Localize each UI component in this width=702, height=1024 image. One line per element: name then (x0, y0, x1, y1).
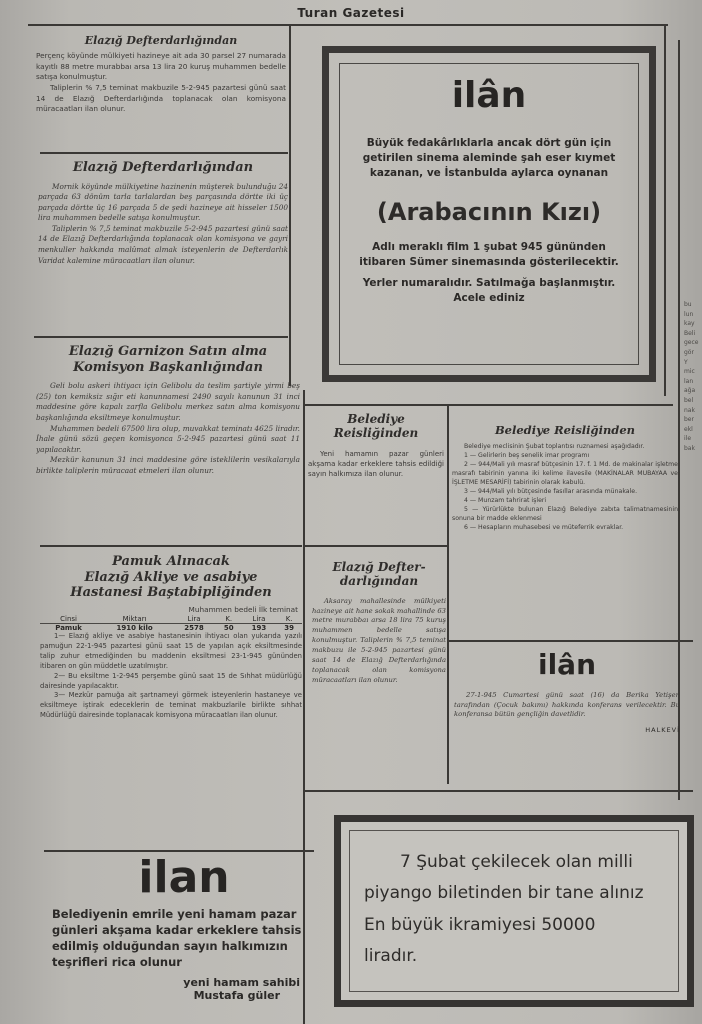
divider-7 (305, 545, 447, 547)
table-cell: 50 (223, 624, 234, 633)
fragment-word: bak (684, 444, 695, 452)
fragment-word: lan (684, 377, 694, 385)
column-rule-left (289, 26, 291, 386)
top-rule (28, 24, 668, 26)
table-row (40, 615, 302, 624)
ad-cinema-inner (339, 63, 639, 365)
table-cell: Lira (187, 615, 201, 624)
fragment-word: ağa (684, 387, 696, 395)
fragment-word: ekl (684, 425, 693, 433)
table-cell: Pamuk (55, 624, 82, 633)
ad-heading: ilân (451, 75, 527, 116)
table-cell: 193 (251, 624, 267, 633)
fragment-word: ile (684, 435, 692, 443)
ad-body: Taliplerin % 7,5 teminat makbuzile 5-2-945 pazartesi günü saat 14 de Elazığ Defterdarlığında toplanacak olan komisyona ve gayri menkuller hakkında malûmat almak isteyenlerin de Defterdarlık Varidat kalemine müracaatları ilan olunur. (38, 223, 288, 265)
ad-belediye-meclis (452, 424, 678, 638)
ad-title: Reisliğinden (333, 426, 419, 441)
ad-body: Büyük fedakârlıklarla ancak dört gün için getirilen sinema aleminde şah eser kıymet kazanan, ve İstanbulda aylarca oynanan (362, 137, 616, 180)
divider-5 (305, 404, 673, 406)
table-cell: K. (225, 615, 233, 624)
ad-body: Adlı meraklı film 1 şubat 945 gününden itibaren Sümer sinemasında gösterilecektir. (359, 240, 619, 268)
ad-body: Muhammen bedeli 67500 lira olup, muvakkat teminatı 4625 liradır. İhale günü sözü geçen komisyonca 5-2-945 pazartesi günü saat 11 yapılacaktır. (36, 423, 300, 454)
ad-yeni-hamam (52, 856, 316, 1024)
ad-belediye-hamam (308, 412, 444, 542)
ad-title: Belediye Reisliğinden (494, 424, 636, 437)
divider-6 (447, 404, 449, 784)
fragment-word: mic (684, 368, 695, 376)
table-cell: Cinsi (60, 615, 77, 624)
fragment-word: kay (684, 320, 695, 328)
list-item: 2 — 944/Mali yılı masraf bütçesinin 17. f. 1 Md. de makinalar işletme masrafı tabirinin yanına iki kelime ilavesile (MAKİNALAR MUBAYAA ve İŞLETME MESARİFİ) tabirinin olarak kabulü. (452, 460, 678, 486)
ad-body: Belediye meclisinin Şubat toplantısı ruznamesi aşağıdadır. (464, 442, 645, 450)
divider-2 (34, 336, 288, 338)
ad-title: Hastanesi Baştabipliğinden (70, 585, 272, 601)
table-cell: 39 (284, 624, 295, 633)
table-cell: Miktarı (122, 615, 147, 624)
fragment-word: bu (684, 301, 692, 308)
ad-defterdarlik-2 (38, 160, 288, 332)
divider-1 (40, 152, 288, 154)
list-item: 4 — Munzam tahrirat işleri (464, 496, 547, 504)
ad-body: Geli bolu askeri ihtiyacı için Gelibolu da teslim şartiyle yirmi beş (25) ton kemiksiz sığır eti kanunnamesi 2490 sayılı kanunun 31 inci maddesine göre kapalı zarfla Gelibolu merkez satın alma komisyonu başkanlığında eksiltmeye konulmuştur. (36, 381, 300, 422)
ad-body: Taliplerin % 7,5 teminat makbuzile 5-2-945 pazartesi günü saat 14 de Elazığ Defterdarlığında toplanacak olan komisyona müracaatları ilan olunur. (36, 82, 286, 114)
list-item: 5 — Yürürlükte bulunan Elazığ Belediye zabıta talimatnamesinin sonuna bir madde eklenmesi (452, 505, 678, 522)
ad-title: Elazığ Defterdarlığından (72, 160, 254, 175)
ad-heading: ilan (138, 856, 230, 903)
ad-body: Belediyenin emrile yeni hamam pazar günleri akşama kadar erkeklere tahsis edilmiş olduğundan sayın halkımızın teşrifleri rica olunur (52, 907, 302, 970)
masthead: Turan Gazetesi (297, 6, 405, 20)
table-cell: K. (285, 615, 293, 624)
fragment-word: ber (684, 416, 694, 424)
ad-title: Komisyon Başkanlığından (73, 359, 263, 375)
ad-body: 3— Mezkür pamuğa ait şartnameyi görmek isteyenlerin hastaneye ve eksiltmeye iştirak edeceklerin de teminat makbuzlarile birlikte sıhhat Müdürlüğü dairesinde toplanacak komisyona müracaatları ilan olunur. (40, 691, 302, 720)
fragment-word: lun (684, 310, 694, 318)
lottery-line: piyango biletinden bir tane alınız (364, 883, 644, 904)
column-rule-right (664, 26, 666, 396)
table-cell: 1910 kilo (116, 624, 153, 633)
film-title: (Arabacının Kızı) (376, 197, 602, 226)
divider-4 (44, 850, 314, 852)
list-item: 1 — Gelirlerin beş senelik imar programı (464, 451, 590, 459)
ad-cinema-box (322, 46, 656, 382)
ad-body: Aksaray mahallesinde mülkiyeti hazineye ait hane sokak mahallinde 63 metre murabbaı arsa 18 lira 75 kuruş muhammen bedelle satışa konulmuştur. Taliplerin % 7,5 teminat makbuzu ile 5-2-945 pazartesi günü saat 14 de Elazığ Defterdarlığında toplanacak olan komisyona müracaatları ilan olunur. (312, 596, 446, 684)
ad-title: Pamuk Alınacak (112, 554, 230, 569)
list-item: 6 — Hesapların muhasebesi ve müteferrik evraklar. (464, 523, 624, 531)
divider-9 (305, 790, 693, 792)
ad-signature: yeni hamam sahibi (183, 976, 300, 990)
lottery-line: En büyük ikramiyesi 50000 (364, 914, 596, 935)
table-cell: 2578 (184, 624, 204, 633)
ad-garnizon (36, 344, 300, 542)
fragment-word: Beli (684, 329, 696, 337)
list-item: 3 — 944/Mali yılı bütçesinde fasıllar arasında münakale. (464, 487, 638, 495)
lottery-line: 7 Şubat çekilecek olan milli (400, 852, 633, 872)
fragment-word: gece (684, 339, 699, 347)
ad-signature: HALKEVİ (645, 726, 680, 735)
ad-lottery-box (334, 815, 694, 1007)
ad-body: Mezkür kanunun 31 inci maddesine göre isteklilerin vesikalarıyla birlikte taliplerin müracaat etmeleri ilan olunur. (36, 455, 300, 475)
ad-title: Elazığ Defter- (332, 560, 426, 574)
ad-title: Elazığ Defterdarlığından (84, 34, 238, 47)
ad-body: 1— Elazığ akliye ve asabiye hastanesinin ihtiyacı olan yukarıda yazılı pamuğun 22-1-945 pazartesi günü saat 15 de yapılan açık eksiltmesinde talip zuhur etmediğinden bu maddenin eksiltmesi 23-1-945 gününden itibaren on gün müddetle uzatılmıştır. (40, 632, 302, 670)
lottery-line: liradır. (364, 946, 418, 967)
ad-title: Elazığ Garnizon Satın alma (68, 344, 268, 359)
fragment-word: bel (684, 396, 694, 404)
ad-heading: ilân (537, 650, 597, 681)
divider-3 (40, 545, 302, 547)
cotton-table (40, 615, 302, 632)
ad-defterdarlik-3 (312, 560, 446, 786)
divider-8 (449, 640, 693, 642)
ad-defterdarlik-1 (36, 34, 286, 150)
ad-lottery-inner (349, 830, 679, 992)
fragment-word: nak (684, 406, 695, 414)
ad-title: Elazığ Akliye ve asabiye (84, 569, 258, 585)
ad-body: Yeni hamamın pazar günleri akşama kadar erkeklere tahsis edildiği sayın halkımıza ilan olunur. (308, 449, 444, 479)
ad-signature: Mustafa güler (193, 989, 280, 1003)
ad-body: Mornik köyünde mülkiyetine hazinenin müşterek bulunduğu 24 parçada 63 dönüm tarla tarlalardan beş parçasında dörtte iki üç parçada dörtte üç 16 parçada 5 de şedi hazineye ait hisseler 1500 lira muhammen bedelle satışa konulmuştur. (38, 181, 288, 223)
ad-body: Perçenç köyünde mülkiyeti hazineye ait ada 30 parsel 27 numarada kayıtlı 88 metre murabbaı arsa 13 lira 20 kuruş muhammen bedelle satışa konulmuştur. (36, 51, 286, 82)
ad-title: darlığından (339, 574, 419, 589)
ad-body: 27-1-945 Cumartesi günü saat (16) da Berika Yetişen tarafından (Çocuk bakımı) hakkında konferans verilecektir. Bu konferansa bütün gençliğin davetlidir. (454, 690, 680, 719)
ad-pamuk (40, 554, 302, 846)
ad-body: Yerler numaralıdır. Satılmağa başlanmıştır. Acele ediniz (362, 277, 616, 305)
table-cell: Lira (252, 615, 266, 624)
fragment-word: gör (684, 348, 694, 356)
ad-title: Belediye (347, 412, 405, 426)
fragment-word: Y (684, 358, 688, 366)
table-row (40, 624, 302, 633)
ad-halkevi (454, 650, 680, 784)
table-header: Muhammen bedeli İlk teminat (188, 604, 298, 614)
adjacent-column-fragment (684, 300, 702, 454)
ad-body: 2— Bu eksiltme 1-2-945 perşembe günü saat 15 de Sıhhat müdürlüğü dairesinde yapılacaktır. (40, 671, 302, 690)
